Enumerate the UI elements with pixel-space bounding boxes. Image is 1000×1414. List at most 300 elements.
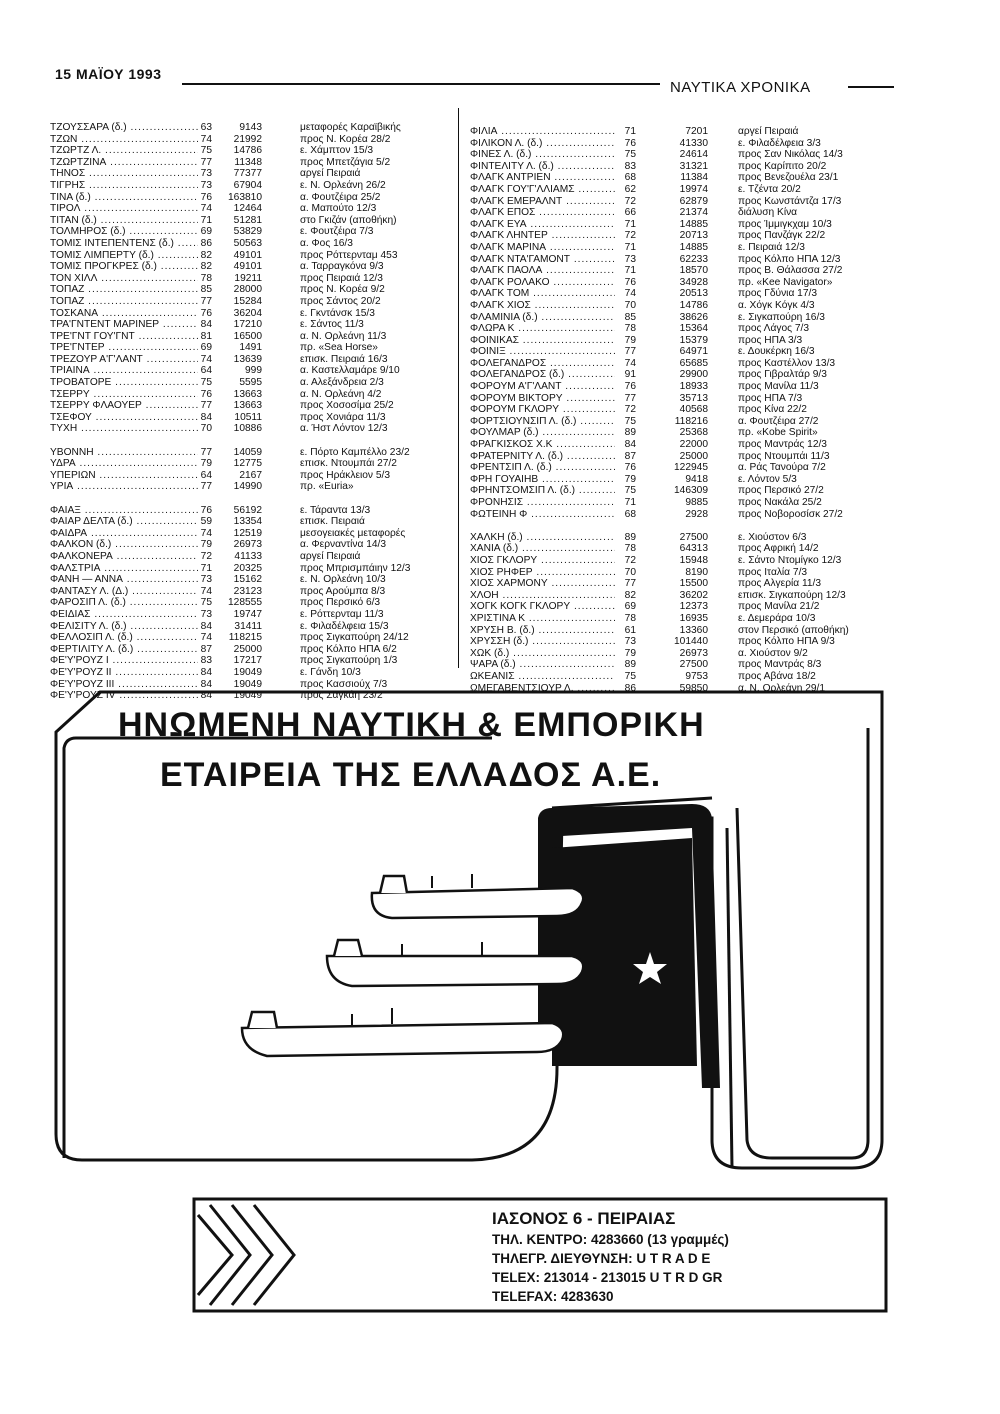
ship-name: ΦΡΕΝΤΣΙΠ Λ. (δ.) ..... [470,462,615,474]
ship-tonnage: 2167 [239,469,262,481]
ship-year: 68 [624,172,636,184]
ship-destination: α. Καστελλαμάρε 9/10 [300,365,400,377]
table-row [470,265,890,277]
ship-name: ΤΥΧΗ ..... [50,423,198,435]
ship-tonnage: 12519 [233,527,262,539]
ship-tonnage: 16500 [233,330,262,342]
table-row [50,423,450,435]
ship-tonnage: 77377 [233,168,262,180]
ship-tonnage: 21992 [233,133,262,145]
ship-year: 73 [624,253,636,265]
ship-year: 79 [624,334,636,346]
ship-year: 89 [624,427,636,439]
ship-tonnage: 38626 [679,311,708,323]
ship-destination: προς Σάντος 20/2 [300,295,381,307]
ship-tonnage: 23123 [233,585,262,597]
ship-tonnage: 15162 [233,574,262,586]
ship-year: 75 [624,415,636,427]
ship-tonnage: 62233 [679,253,708,265]
ship-destination: ε. Σιγκαπούρη 16/3 [738,311,825,323]
ship-tonnage: 40568 [679,404,708,416]
table-row [50,586,450,598]
column-divider [458,108,459,668]
ship-year: 69 [200,226,212,238]
ship-destination: προς Μαντράς 12/3 [738,439,827,451]
table-row [470,427,890,439]
table-row [50,505,450,517]
ship-name: ΦΟΡΟΥΜ ΓΚΛΟΡΥ ..... [470,404,615,416]
ship-name: ΦΕΙΔΙΑΣ ..... [50,609,198,621]
ship-tonnage: 19974 [679,183,708,195]
ship-year: 77 [200,295,212,307]
ship-name: ΤΟΣΚΑΝΑ ..... [50,308,198,320]
ship-year: 74 [200,527,212,539]
table-row [50,157,450,169]
ship-year: 71 [624,218,636,230]
ship-destination: ε. Ν. Ορλεάνη 10/3 [300,574,386,586]
ship-tonnage: 15500 [679,578,708,590]
ship-tonnage: 12775 [233,458,262,470]
ship-tonnage: 25000 [679,450,708,462]
ship-tonnage: 64313 [679,543,708,555]
ship-name: ΤΖΩΡΤΖΙΝΑ ..... [50,157,198,169]
ship-year: 70 [624,566,636,578]
ship-tonnage: 64971 [679,346,708,358]
table-row [50,122,450,134]
ship-destination: ε. Τζέντα 20/2 [738,183,801,195]
table-row [50,447,450,459]
ship-destination: ε. Φιλαδέλφεια 15/3 [300,620,389,632]
ship-year: 77 [200,481,212,493]
table-row [50,192,450,204]
table-row [50,621,450,633]
ship-tonnage: 128555 [228,597,262,609]
ship-name: ΧΩΚ (δ.) ..... [470,648,615,660]
ship-name: ΧΟΓΚ ΚΟΓΚ ΓΚΛΟΡΥ ..... [470,601,615,613]
ship-year: 79 [624,647,636,659]
ship-tonnage: 7201 [685,126,708,137]
table-row [50,250,450,262]
ship-destination: προς Πανζάγκ 22/2 [738,230,826,242]
ship-year: 71 [624,126,636,137]
ship-tonnage: 65685 [679,357,708,369]
ship-year: 63 [200,122,212,133]
ship-destination: ε. Σάντο Ντομίγκο 12/3 [738,554,842,566]
ship-year: 64 [200,365,212,377]
ship-tonnage: 26973 [679,647,708,659]
ship-name: ΦΡΟΝΗΣΙΣ ..... [470,497,615,509]
ship-name: ΤΙΡΟΛ ..... [50,203,198,215]
ship-name: ΧΑΛΚΗ (δ.) ..... [470,532,615,544]
ship-year: 78 [624,612,636,624]
ship-year: 84 [200,666,212,678]
ship-destination: προς Λάγος 7/3 [738,323,810,335]
ship-year: 87 [200,643,212,655]
ship-tonnage: 19049 [233,678,262,690]
ship-name: ΦΑΝΤΑΣΥ Λ. (Δ.) ..... [50,586,198,598]
ship-tonnage: 25368 [679,427,708,439]
table-row [50,528,450,540]
ship-year: 74 [200,585,212,597]
company-telefax: TELEFAX: 4283630 [492,1289,614,1304]
ship-year: 85 [624,311,636,323]
ship-destination: ε. Δουκέρκη 16/3 [738,346,815,358]
table-row [470,613,890,625]
ship-destination: προς Ν. Κορέα 28/2 [300,133,391,145]
ship-year: 82 [200,249,212,261]
ship-year: 84 [624,439,636,451]
ship-tonnage: 5595 [239,377,262,389]
table-row [470,509,890,521]
ship-year: 71 [200,214,212,226]
ship-year: 82 [624,589,636,601]
table-row [50,319,450,331]
ship-destination: προς Σιγκαπούρη 24/12 [300,632,409,644]
ship-name: ΥΔΡΑ ..... [50,458,198,470]
ship-tonnage: 2928 [685,508,708,520]
ship-tonnage: 16935 [679,612,708,624]
table-row [470,184,890,196]
ship-year: 71 [624,497,636,508]
ship-year: 71 [624,265,636,277]
ship-tonnage: 67904 [233,179,262,191]
ship-year: 72 [624,195,636,207]
ship-destination: ε. Δεμεράρα 10/3 [738,612,816,624]
ship-tonnage: 18570 [679,265,708,277]
table-row [470,625,890,637]
ship-destination: προς Περσικό 6/3 [300,597,381,609]
ship-destination: προς Κόλπο ΗΠΑ 6/2 [300,643,397,655]
ship-destination: αργεί Πειραιά [300,168,361,180]
ship-tonnage: 56192 [233,504,262,516]
ship-destination: ε. Σάντος 11/3 [300,319,364,331]
ship-year: 83 [200,655,212,667]
ship-tonnage: 13663 [233,388,262,400]
ship-name: ΦΑΙΑΡ ΔΕΛΤΑ (δ.) ..... [50,516,198,528]
ship-year: 84 [200,620,212,632]
ship-destination: προς Μανίλα 11/3 [738,381,819,393]
ship-destination: μεσογειακές μεταφορές [300,527,406,539]
ship-tonnage: 62879 [679,195,708,207]
ship-destination: ε. Φιλαδέλφεια 3/3 [738,137,821,149]
ship-year: 89 [624,659,636,671]
table-row [50,284,450,296]
ship-year: 76 [200,388,212,400]
ship-year: 74 [200,133,212,145]
ship-tonnage: 19747 [233,608,262,620]
ship-tonnage: 22000 [679,439,708,451]
table-row [470,369,890,381]
ship-name: ΦΑΛΣΤΡΙΑ ..... [50,563,198,575]
ship-destination: προς Χονιάρα 11/3 [300,411,386,423]
ship-destination: α. Χόγκ Κόγκ 4/3 [738,299,815,311]
ship-year: 70 [624,299,636,311]
ship-name: ΤΟΝ ΧΙΛΛ ..... [50,273,198,285]
ship-destination: προς Καρίπιτο 20/2 [738,160,827,172]
ship-name: ΤΙΝΑ (δ.) ..... [50,192,198,204]
ship-name: ΦΙΛΙΑ ..... [470,126,615,138]
ship-tonnage: 35713 [679,392,708,404]
ship-tonnage: 14885 [679,218,708,230]
ship-destination: α. Φουτζέιρα 27/2 [738,415,819,427]
ship-destination: προς Κασσιούχ 7/3 [300,678,388,690]
ship-destination: α. Φος 16/3 [300,237,353,249]
ship-year: 77 [624,346,636,358]
ship-tonnage: 8190 [685,566,708,578]
ship-name: ΤΗΝΟΣ ..... [50,168,198,180]
ad-headline-line-1: ΗΝΩΜΕΝΗ ΝΑΥΤΙΚΗ & ΕΜΠΟΡΙΚΗ [118,706,705,744]
table-row [50,563,450,575]
ship-name: ΤΡΑ'ΓΝΤΕΝΤ ΜΑΡΙΝΕΡ ..... [50,319,198,331]
ship-tonnage: 36202 [679,589,708,601]
ship-destination: προς Ν. Κορέα 9/2 [300,284,385,296]
ship-year: 78 [624,323,636,335]
ship-destination: α. Ταρραγκόνα 9/3 [300,261,384,273]
ship-tonnage: 1491 [239,342,262,354]
company-address: ΙΑΣΟΝΟΣ 6 - ΠΕΙΡΑΙΑΣ [492,1209,676,1228]
ship-destination: α. Ν. Ορλεάνη 11/3 [300,330,387,342]
table-row [470,393,890,405]
ship-destination: προς Μαντράς 8/3 [738,659,822,671]
table-row [470,207,890,219]
ship-year: 73 [200,168,212,180]
table-row [470,138,890,150]
table-row [50,551,450,563]
ship-year: 86 [624,682,636,694]
table-row [470,555,890,567]
ship-tonnage: 101440 [674,636,708,648]
ship-destination: προς Βενεζουέλα 23/1 [738,172,839,184]
ship-name: ΦΛΑΓΚ ΡΟΛΑΚΟ ..... [470,277,615,289]
ship-year: 77 [200,156,212,168]
table-row [50,539,450,551]
ship-tonnage: 20513 [679,288,708,300]
ship-destination: επισκ. Πειραιά [300,516,365,528]
ship-name: ΦΟΡΟΥΜ ΒΙΚΤΟΡΥ ..... [470,393,615,405]
ship-year: 73 [200,608,212,620]
ship-tonnage: 11384 [680,172,708,184]
ship-year: 74 [200,632,212,644]
ship-year: 77 [624,578,636,590]
table-row [50,226,450,238]
ship-tonnage: 31321 [679,160,708,172]
ship-year: 71 [200,562,212,574]
ship-destination: προς Αφρική 14/2 [738,543,819,555]
ship-destination: ε. Τάραντα 13/3 [300,504,371,516]
ship-year: 75 [624,149,636,161]
ship-tonnage: 50563 [233,237,262,249]
ship-year: 84 [200,319,212,331]
ship-year: 84 [200,690,212,702]
ship-destination: προς Κίνα 22/2 [738,404,807,416]
ship-tonnage: 34928 [679,276,708,288]
ship-destination: προς Σαγκάη 23/2 [300,690,383,702]
table-row [470,312,890,324]
table-row [470,196,890,208]
ship-name: ΧΑΝΙΑ (δ.) ..... [470,543,615,555]
ship-name: ΦΩΤΕΙΝΗ Φ ..... [470,509,615,521]
ship-name: ΦΑΝΗ — ΑΝΝΑ ..... [50,574,198,586]
table-row [470,474,890,486]
ship-destination: α. Μαπούτο 12/3 [300,203,377,215]
ship-year: 76 [200,307,212,319]
ship-destination: επισκ. Πειραιά 16/3 [300,353,388,365]
ship-name: ΤΡΕ'ΓΝΤ ΓΟΥ'ΓΝΤ ..... [50,331,198,343]
ship-destination: ε. Λόντον 5/3 [738,473,797,485]
table-row [470,462,890,474]
ship-tonnage: 27500 [679,659,708,671]
ship-name: ΦΛΑΓΚ ΕΥΑ ..... [470,219,615,231]
ship-destination: πρ. «Kobe Spirit» [738,427,818,439]
table-row [50,296,450,308]
ship-destination: στον Περσικό (αποθήκη) [738,624,849,636]
table-row [470,439,890,451]
table-row [470,416,890,428]
ship-tonnage: 18933 [679,381,708,393]
ship-year: 77 [200,446,212,458]
ship-destination: προς Καστέλλον 13/3 [738,357,836,369]
ship-tonnage: 24614 [679,149,708,161]
ship-destination: προς ΗΠΑ 3/3 [738,334,803,346]
ship-tonnage: 21374 [679,207,708,219]
table-row [470,172,890,184]
table-row [470,277,890,289]
ship-graphics [242,876,583,1056]
ship-destination: α. Ν. Ορλεάνη 29/1 [738,682,826,694]
ship-destination: προς Νακάλα 25/2 [738,497,822,508]
ship-name: ΦΛΑΓΚ ΕΜΕΡΑΛΝΤ ..... [470,196,615,208]
ship-destination: προς Ίμμιγκχαμ 10/3 [738,218,832,230]
ship-name: ΦΑΙΔΡΑ ..... [50,528,198,540]
ship-name: ΤΡΟΒΑΤΟΡΕ ..... [50,377,198,389]
ship-year: 73 [200,574,212,586]
ship-year: 84 [200,678,212,690]
table-row [470,126,890,138]
ship-tonnage: 19211 [234,272,262,284]
ship-tonnage: 26973 [233,539,262,551]
ship-destination: πρ. «Kee Navigator» [738,276,833,288]
table-row [470,219,890,231]
ship-destination: διάλυση Κίνα [738,207,798,219]
table-row [50,342,450,354]
ship-year: 76 [624,381,636,393]
ship-destination: α. Ήστ Λόντον 12/3 [300,423,388,435]
table-row [470,242,890,254]
chevron-icons [198,1205,294,1305]
ship-tonnage: 9143 [239,122,262,133]
ship-name: ΦΕΡΤΙΛΙΤΥ Λ. (δ.) ..... [50,644,198,656]
ship-name: ΦΕ'Υ'ΡΟΥΖ Ι ..... [50,655,198,667]
ship-tonnage: 14885 [679,241,708,253]
ship-tonnage: 19049 [233,690,262,702]
table-row [50,354,450,366]
table-row [470,149,890,161]
ship-name: ΤΖΩΡΤΖ Λ. ..... [50,145,198,157]
table-row [50,667,450,679]
table-row [50,470,450,482]
company-phone: ΤΗΛ. ΚΕΝΤΡΟ: 4283660 (13 γραμμές) [492,1232,729,1247]
ship-name: ΧΡΙΣΤΙΝΑ Κ ..... [470,613,615,625]
ship-name: ΦΑΛΚΟΝΕΡΑ ..... [50,551,198,563]
ship-year: 82 [200,261,212,273]
ship-name: ΦΟΙΝΙΞ ..... [470,346,615,358]
table-row [470,346,890,358]
ship-tonnage: 25000 [233,643,262,655]
ship-tonnage: 11348 [234,156,262,168]
table-row [50,516,450,528]
table-row [50,273,450,285]
ship-year: 79 [200,539,212,551]
ship-destination: προς Πειραιά 12/3 [300,272,383,284]
table-row [50,145,450,157]
ship-name: ΤΡΙΑΙΝΑ ..... [50,365,198,377]
table-row [50,377,450,389]
ship-name: ΧΙΟΣ ΡΗΦΕΡ ..... [470,567,615,579]
ship-name: ΦΛΑΓΚ ΓΟΥ'Γ'ΛΛΙΑΜΣ ..... [470,184,615,196]
ship-tonnage: 13360 [679,624,708,636]
ships-table-left [50,122,450,702]
ship-name: ΦΑΙΑΞ ..... [50,505,198,517]
company-telegraph: ΤΗΛΕΓΡ. ΔΙΕΥΘΥΝΣΗ: U T R A D E [492,1251,711,1266]
table-row [50,412,450,424]
table-row [470,671,890,683]
ship-tonnage: 17217 [233,655,262,667]
ship-name: ΦΟΥΛΜΑΡ (δ.) ..... [470,427,615,439]
ships-table-right [470,126,890,694]
ship-destination: προς Κωνστάντζα 17/3 [738,195,842,207]
ship-destination: α. Αλεξάνδρεια 2/3 [300,377,384,389]
ship-destination: προς Γιβραλτάρ 9/3 [738,369,827,381]
table-row [470,288,890,300]
ship-tonnage: 14059 [233,446,262,458]
table-row [470,323,890,335]
ship-name: ΦΟΡΤΣΙΟΥΝΣΙΠ Λ. (δ.) ..... [470,416,615,428]
ship-year: 69 [624,601,636,613]
ship-tonnage: 27500 [679,531,708,543]
ship-name: ΧΡΥΣΣΗ (δ.) ..... [470,636,615,648]
ship-name: ΦΛΑΜΙΝΙΑ (δ.) ..... [470,312,615,324]
header-rule-right [848,86,894,88]
ship-name: ΦΛΑΓΚ ΝΤΑ'ΓΑΜΟΝΤ ..... [470,254,615,266]
ship-tonnage: 31411 [234,620,262,632]
table-row [470,404,890,416]
ship-year: 89 [624,531,636,543]
ship-tonnage: 49101 [233,249,262,261]
table-row [470,335,890,347]
ship-name: ΤΟΜΙΣ ΠΡΟΓΚΡΕΣ (δ.) ..... [50,261,198,273]
ship-year: 59 [200,516,212,528]
table-row [50,632,450,644]
ship-year: 75 [200,145,212,157]
ship-year: 74 [200,203,212,215]
ship-year: 62 [624,183,636,195]
table-row [470,358,890,370]
ship-tonnage: 41330 [679,137,708,149]
ship-destination: πρ. «Euria» [300,481,354,493]
table-row [470,601,890,613]
ship-year: 78 [200,272,212,284]
ship-name: ΦΙΝΕΣ Λ. (δ.) ..... [470,149,615,161]
ship-tonnage: 15948 [679,554,708,566]
ship-tonnage: 17210 [233,319,262,331]
ship-tonnage: 118215 [228,632,262,644]
table-row [50,609,450,621]
ship-tonnage: 59850 [679,682,708,694]
ad-headline-line-2: ΕΤΑΙΡΕΙΑ ΤΗΣ ΕΛΛΑΔΟΣ Α.Ε. [160,756,662,794]
ship-name: ΤΖΟΥΣΣΑΡΑ (δ.) ..... [50,122,198,134]
ship-destination: προς Ντουμπάι 11/3 [738,450,830,462]
ship-destination: ε. Γάνδη 10/3 [300,666,361,678]
